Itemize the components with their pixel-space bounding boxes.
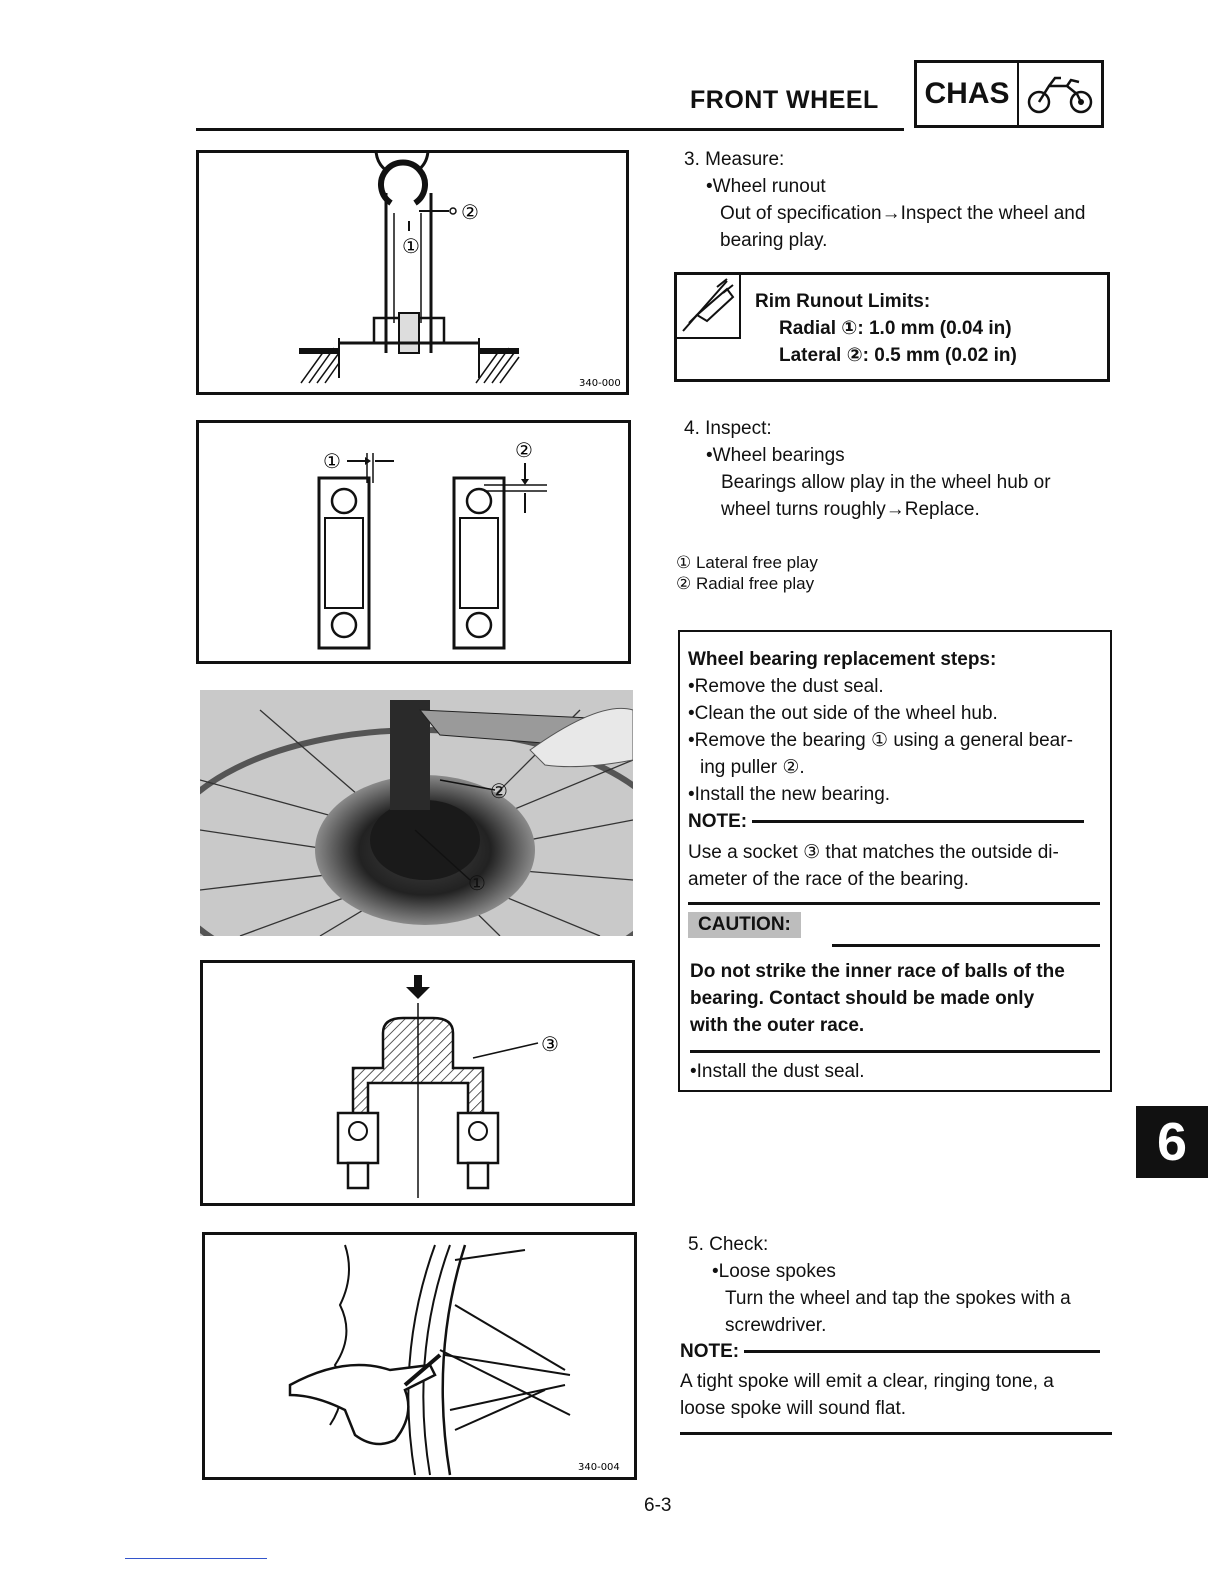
rim-runout-spec-box (674, 272, 1110, 382)
fig3-callout-2: ② (490, 779, 508, 803)
replacement-step-4: •Install the new bearing. (688, 784, 891, 805)
step-5-detail-1: Turn the wheel and tap the spokes with a (725, 1288, 1071, 1309)
step-4 (684, 415, 1114, 523)
step-5-note-text-1: A tight spoke will emit a clear, ringing tone, a (680, 1371, 1054, 1392)
fig5-code: 340-004 (578, 1462, 620, 1473)
step-3-item: •Wheel runout (706, 176, 826, 197)
step-5-note-end-rule (680, 1432, 1112, 1435)
caution-rule (832, 944, 1100, 947)
replacement-step-5: •Install the dust seal. (690, 1061, 865, 1082)
step-5-note-text (680, 1368, 1114, 1422)
motorcycle-icon (1019, 63, 1101, 125)
caution-label: CAUTION: (688, 912, 801, 938)
replacement-step-1: •Remove the dust seal. (688, 676, 884, 697)
replacement-note-text-2: ameter of the race of the bearing. (688, 869, 969, 890)
spec-title: Rim Runout Limits: (755, 291, 931, 312)
step-5-detail-2: screwdriver. (725, 1315, 827, 1336)
figure-runout-measurement (196, 150, 629, 395)
legend-item-2: ② Radial free play (676, 574, 815, 593)
section-code: CHAS (917, 63, 1019, 125)
step-5-heading: 5. Check: (688, 1234, 769, 1255)
step-4-heading: 4. Inspect: (684, 418, 772, 439)
fig1-callout-2: ② (461, 200, 479, 224)
figure-bearing-play (196, 420, 631, 664)
step-3-detail-1: Out of specification→Inspect the wheel and (720, 203, 1086, 224)
step-5-note-label: NOTE: (680, 1341, 740, 1362)
step-4-detail-2: wheel turns roughly→Replace. (721, 499, 980, 520)
fig2-callout-2: ② (515, 438, 533, 462)
legend (676, 552, 818, 594)
replacement-title: Wheel bearing replacement steps: (688, 649, 997, 670)
caution-text-2: bearing. Contact should be made only (690, 988, 1035, 1009)
step-4-detail-1: Bearings allow play in the wheel hub or (721, 472, 1051, 493)
note-end-rule (688, 902, 1100, 905)
header-rule (196, 128, 904, 131)
replacement-step-3b: ing puller ②. (700, 757, 805, 778)
spec-lateral: Lateral ②: 0.5 mm (0.02 in) (779, 345, 1017, 366)
replacement-step-3a: •Remove the bearing ① using a general bear- (688, 730, 1073, 751)
step-5-note-text-2: loose spoke will sound flat. (680, 1398, 907, 1419)
footer-mark (125, 1558, 267, 1559)
step-3-heading: 3. Measure: (684, 149, 785, 170)
figure-socket-install (200, 960, 635, 1206)
step-4-item: •Wheel bearings (706, 445, 845, 466)
note-rule (752, 820, 1084, 823)
fig3-callout-1: ① (468, 871, 486, 895)
step-5-note-rule (744, 1350, 1100, 1353)
fig4-callout-3: ③ (541, 1032, 559, 1056)
fig1-callout-1: ① (402, 234, 420, 258)
step-3 (684, 146, 1124, 254)
photo-bearing-removal (200, 690, 633, 936)
legend-item-1: ① Lateral free play (676, 553, 818, 572)
replacement-note-text-1: Use a socket ③ that matches the outside di- (688, 842, 1059, 863)
figure-spoke-check (202, 1232, 637, 1480)
replacement-step-2: •Clean the out side of the wheel hub. (688, 703, 998, 724)
step-5 (688, 1231, 1118, 1339)
section-badge (914, 60, 1104, 128)
step-5-note (680, 1338, 1114, 1365)
page-number: 6-3 (644, 1495, 672, 1516)
step-3-detail-2: bearing play. (720, 230, 828, 251)
spec-radial: Radial ①: 1.0 mm (0.04 in) (779, 318, 1012, 339)
step-5-item: •Loose spokes (712, 1261, 836, 1282)
caution-text-3: with the outer race. (690, 1015, 865, 1036)
chapter-tab: 6 (1136, 1106, 1208, 1178)
page-title: FRONT WHEEL (690, 86, 879, 114)
caution-end-rule (690, 1050, 1100, 1053)
caution-text-1: Do not strike the inner race of balls of the (690, 961, 1065, 982)
caliper-icon (677, 275, 741, 339)
fig1-code: 340-000 (579, 378, 621, 389)
fig2-callout-1: ① (323, 449, 341, 473)
replacement-steps-box (678, 630, 1112, 1092)
replacement-note-label: NOTE: (688, 811, 748, 832)
